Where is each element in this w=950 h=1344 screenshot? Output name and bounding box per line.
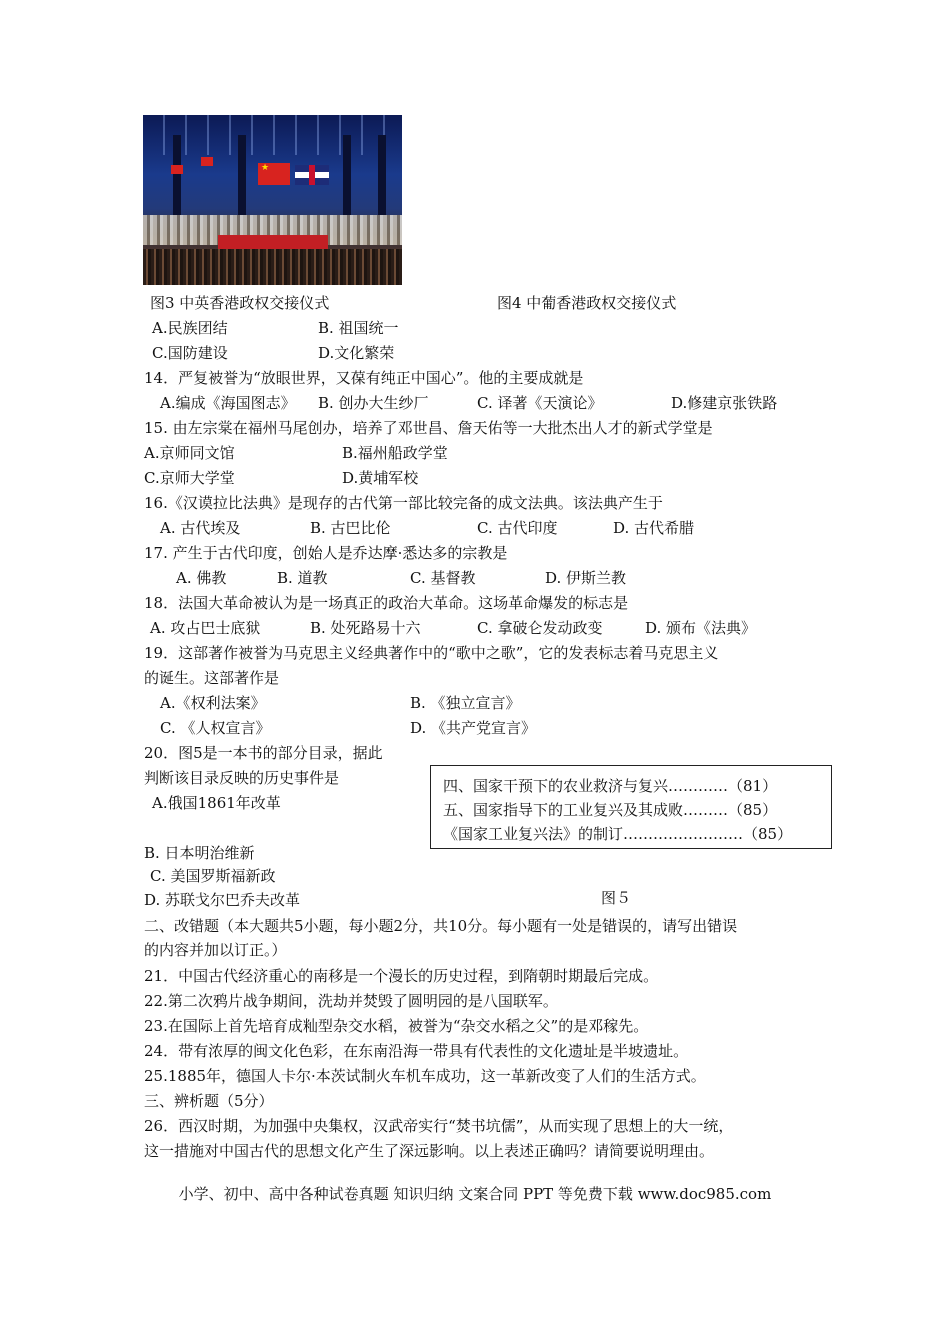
q25: 25.1885年，德国人卡尔·本茨试制火车机车成功，这一革新改变了人们的生活方式。 xyxy=(144,1067,706,1085)
section2-heading-line1: 二、改错题（本大题共5小题，每小题2分，共10分。每小题有一处是错误的，请写出错误 xyxy=(144,917,738,935)
fig5-caption: 图５ xyxy=(601,889,632,907)
page-footer: 小学、初中、高中各种试卷真题 知识归纳 文案合同 PPT 等免费下载 www.doc985.com xyxy=(178,1185,772,1203)
q14-stem: 14．严复被誉为“放眼世界，又葆有纯正中国心”。他的主要成就是 xyxy=(144,369,584,387)
q18-option-a: A. 攻占巴士底狱 xyxy=(150,619,261,637)
q19-option-d: D. 《共产党宣言》 xyxy=(410,719,537,737)
section3-heading: 三、辨析题（5分） xyxy=(144,1092,274,1110)
q16-option-d: D. 古代希腊 xyxy=(613,519,695,537)
q16-option-b: B. 古巴比伦 xyxy=(310,519,391,537)
q19-option-b: B. 《独立宣言》 xyxy=(410,694,521,712)
q18-option-d: D. 颁布《法典》 xyxy=(645,619,757,637)
q23: 23.在国际上首先培育成籼型杂交水稻，被誉为“杂交水稻之父”的是邓稼先。 xyxy=(144,1017,649,1035)
q17-stem: 17. 产生于古代印度，创始人是乔达摩·悉达多的宗教是 xyxy=(144,544,508,562)
q17-option-c: C. 基督教 xyxy=(410,569,476,587)
q20-option-c: C. 美国罗斯福新政 xyxy=(150,867,276,885)
figure5-table-of-contents xyxy=(430,765,832,849)
q15-option-b: B.福州船政学堂 xyxy=(342,444,448,462)
q20-option-b: B. 日本明治维新 xyxy=(144,844,255,862)
toc-entry: 四、国家干预下的农业救济与复兴…………（81） xyxy=(443,777,778,795)
q19-option-c: C. 《人权宣言》 xyxy=(160,719,271,737)
q16-option-c: C. 古代印度 xyxy=(477,519,558,537)
q14-option-a: A.编成《海国图志》 xyxy=(160,394,296,412)
fig3-caption: 图3 中英香港政权交接仪式 xyxy=(150,294,330,312)
q13-option-d: D.文化繁荣 xyxy=(318,344,395,362)
q22: 22.第二次鸦片战争期间，洗劫并焚毁了圆明园的是八国联军。 xyxy=(144,992,558,1010)
q14-option-c: C. 译著《天演论》 xyxy=(477,394,603,412)
q15-option-d: D.黄埔军校 xyxy=(342,469,419,487)
q18-option-b: B. 处死路易十六 xyxy=(310,619,421,637)
q19-stem-line2: 的诞生。这部著作是 xyxy=(144,669,280,687)
q19-option-a: A.《权利法案》 xyxy=(160,694,266,712)
q20-option-a: A.俄国1861年改革 xyxy=(152,794,281,812)
q20-stem-line1: 20．图5是一本书的部分目录，据此 xyxy=(144,744,383,762)
section2-heading-line2: 的内容并加以订正。） xyxy=(144,941,287,959)
q17-option-b: B. 道教 xyxy=(277,569,328,587)
q26-line1: 26．西汉时期，为加强中央集权，汉武帝实行“焚书坑儒”，从而实现了思想上的大一统， xyxy=(144,1117,734,1135)
q13-option-b: B. 祖国统一 xyxy=(318,319,399,337)
q16-stem: 16.《汉谟拉比法典》是现存的古代第一部比较完备的成文法典。该法典产生于 xyxy=(144,494,663,512)
china-flag-icon xyxy=(258,163,290,185)
uk-flag-icon xyxy=(295,165,329,185)
toc-entry: 《国家工业复兴法》的制订……………………（85） xyxy=(443,825,793,843)
q20-option-d: D. 苏联戈尔巴乔夫改革 xyxy=(144,891,301,909)
q15-option-c: C.京师大学堂 xyxy=(144,469,235,487)
q17-option-a: A. 佛教 xyxy=(176,569,227,587)
q15-stem: 15. 由左宗棠在福州马尾创办，培养了邓世昌、詹天佑等一大批杰出人才的新式学堂是 xyxy=(144,419,713,437)
toc-entry: 五、国家指导下的工业复兴及其成败………（85） xyxy=(443,801,778,819)
q21: 21．中国古代经济重心的南移是一个漫长的历史过程，到隋朝时期最后完成。 xyxy=(144,967,659,985)
q26-line2: 这一措施对中国古代的思想文化产生了深远影响。以上表述正确吗？请简要说明理由。 xyxy=(144,1142,715,1160)
q13-option-a: A.民族团结 xyxy=(152,319,228,337)
fig4-caption: 图4 中葡香港政权交接仪式 xyxy=(497,294,677,312)
q20-stem-line2: 判断该目录反映的历史事件是 xyxy=(144,769,340,787)
q18-option-c: C. 拿破仑发动政变 xyxy=(477,619,603,637)
q15-option-a: A.京师同文馆 xyxy=(144,444,235,462)
q14-option-d: D.修建京张铁路 xyxy=(671,394,778,412)
handover-ceremony-photo xyxy=(143,115,402,285)
q16-option-a: A. 古代埃及 xyxy=(160,519,241,537)
q13-option-c: C.国防建设 xyxy=(152,344,228,362)
q14-option-b: B. 创办大生纱厂 xyxy=(318,394,429,412)
q17-option-d: D. 伊斯兰教 xyxy=(545,569,627,587)
q24: 24．带有浓厚的闽文化色彩，在东南沿海一带具有代表性的文化遗址是半坡遗址。 xyxy=(144,1042,689,1060)
q19-stem-line1: 19．这部著作被誉为马克思主义经典著作中的“歌中之歌”，它的发表标志着马克思主义 xyxy=(144,644,719,662)
q18-stem: 18．法国大革命被认为是一场真正的政治大革命。这场革命爆发的标志是 xyxy=(144,594,629,612)
